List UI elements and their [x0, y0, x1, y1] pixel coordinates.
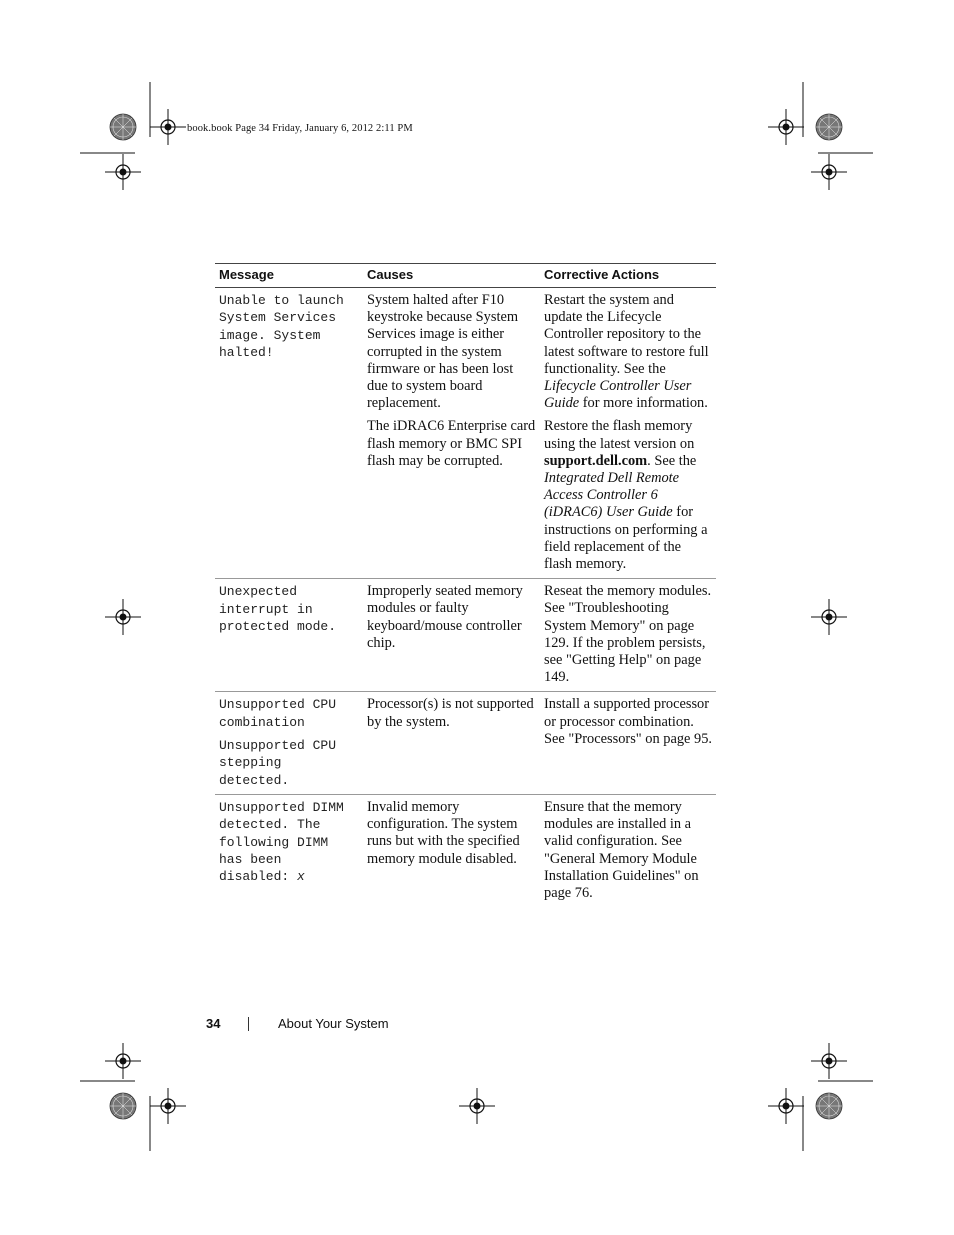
- message-text: Unsupported CPU combination: [219, 697, 337, 730]
- message-text: Unexpected interrupt in protected mode.: [219, 584, 337, 634]
- table-row: [215, 692, 716, 794]
- causes-cell: [363, 692, 540, 794]
- action-text: Restart the system and update the Lifecycle Controller repository to the latest software to restore full functionality. See the Lifecycle Controller User Guide for more information.: [544, 292, 709, 412]
- guide-title: Lifecycle Controller User Guide: [544, 378, 692, 412]
- message-text: Unable to launch System Services image. System halted!: [219, 293, 344, 360]
- support-link: support.dell.com: [544, 452, 648, 469]
- message-text: Unsupported CPU stepping detected.: [219, 738, 337, 788]
- message-cell: [215, 692, 363, 794]
- cause-text: Processor(s) is not supported by the system.: [367, 696, 534, 730]
- action-text: Install a supported processor or processor combination. See "Processors" on page 95.: [544, 696, 713, 747]
- cause-text: Improperly seated memory modules or faulty keyboard/mouse controller chip.: [367, 583, 523, 651]
- message-variable: x: [297, 869, 305, 885]
- table-row: [215, 288, 716, 579]
- page-number: 34: [206, 1016, 221, 1031]
- table-row: [215, 579, 716, 692]
- causes-cell: [363, 288, 540, 579]
- actions-cell: [540, 579, 716, 692]
- table-header-row: [215, 264, 716, 288]
- actions-cell: [540, 288, 716, 579]
- cause-text: System halted after F10 keystroke because System Services image is either corrupted in the system firmware or has been lost due to system board replacement.: [367, 292, 519, 412]
- actions-cell: [540, 794, 716, 907]
- guide-title: Integrated Dell Remote Access Controller 6 (iDRAC6) User Guide: [544, 470, 680, 521]
- cause-text: The iDRAC6 Enterprise card flash memory or BMC SPI flash may be corrupted.: [367, 418, 536, 469]
- footer-divider: [248, 1017, 249, 1031]
- table-row: [215, 794, 716, 907]
- column-header-causes: Causes: [363, 264, 540, 288]
- column-header-message: Message: [215, 264, 363, 288]
- message-cell: [215, 288, 363, 579]
- causes-cell: [363, 794, 540, 907]
- message-cell: [215, 794, 363, 907]
- causes-cell: [363, 579, 540, 692]
- action-text: Ensure that the memory modules are installed in a valid configuration. See "General Memory Module Installation Guidelines" on page 76.: [544, 798, 699, 901]
- action-text: Restore the flash memory using the latest version on support.dell.com. See the Integrated Dell Remote Access Controller 6 (iDRAC6) User Guide for instructions on performing a field replacement of the flash memory.: [544, 418, 708, 573]
- message-text: Unsupported DIMM detected. The following DIMM has been disabled: x: [219, 799, 344, 885]
- column-header-corrective-actions: Corrective Actions: [540, 264, 716, 288]
- cause-text: Invalid memory configuration. The system runs but with the specified memory module disabled.: [367, 798, 520, 867]
- page-header-slug: book.book Page 34 Friday, January 6, 2012 2:11 PM: [187, 123, 413, 134]
- actions-cell: [540, 692, 716, 794]
- error-messages-table: [215, 263, 716, 907]
- message-cell: [215, 579, 363, 692]
- action-text: Reseat the memory modules. See "Troubleshooting System Memory" on page 129. If the problem persists, see "Getting Help" on page 149.: [544, 583, 712, 686]
- section-title: About Your System: [278, 1016, 389, 1031]
